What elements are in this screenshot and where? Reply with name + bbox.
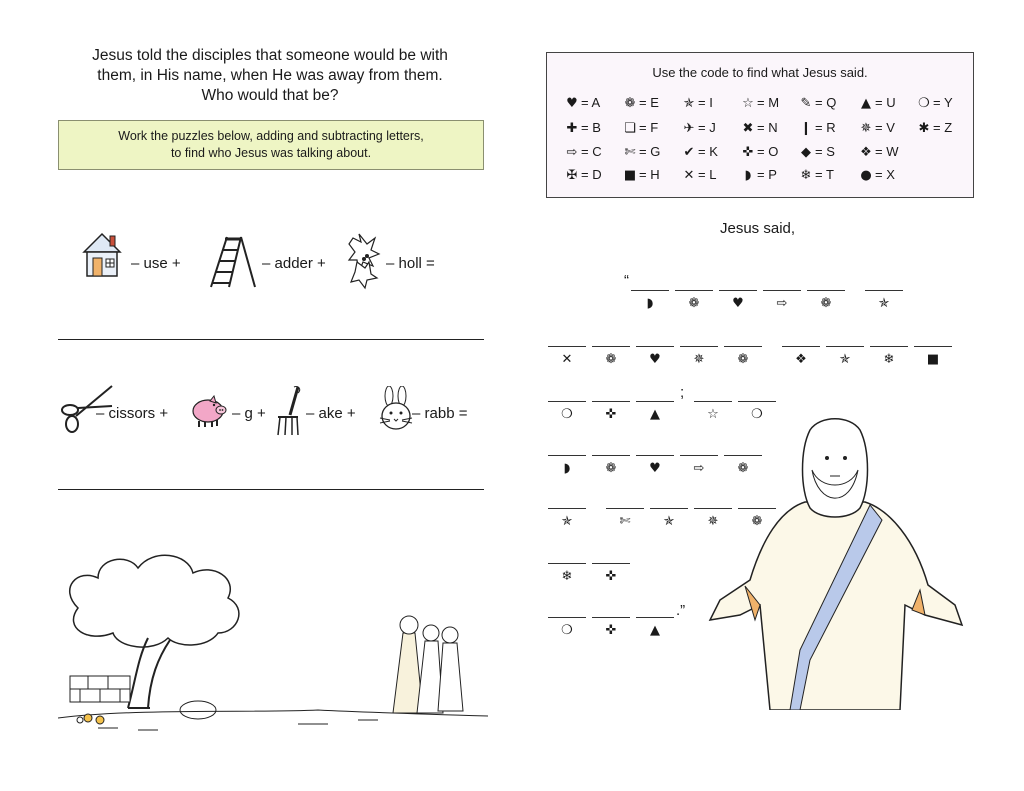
open-quote: “ [624,272,629,289]
letter-blank[interactable] [592,401,630,427]
code-letter: = X [875,167,895,182]
code-key-entry [915,95,953,111]
cipher-symbol: ✄ [619,514,631,529]
code-key-entry [739,144,778,160]
cipher-symbol: ❄ [561,569,573,584]
code-symbol: ✵ [860,121,872,136]
cipher-symbol: ◗ [563,461,571,476]
code-key-entry [621,120,658,136]
house-icon [80,230,124,278]
code-symbol: ✎ [800,96,812,111]
cipher-symbol: ❁ [737,461,749,476]
code-symbol: ❖ [860,145,872,160]
code-symbol: ▲ [861,96,871,111]
cipher-symbol: ✵ [707,514,719,529]
cipher-symbol: ❍ [561,407,573,422]
code-letter: = T [815,167,834,182]
ladder-icon [205,233,259,289]
cipher-symbol: ✵ [693,352,705,367]
cipher-symbol: ■ [926,352,940,367]
cipher-symbol: ✜ [605,407,617,422]
puzzle2-op-3: – ake + [306,405,356,422]
code-letter: = F [639,120,659,135]
letter-blank[interactable] [548,346,586,372]
code-letter: = J [698,120,716,135]
close-quote: .” [676,602,686,619]
cipher-symbol: ✯ [561,514,573,529]
code-letter: = Y [933,95,953,110]
code-key-entry [680,144,718,160]
code-key-entry [680,120,716,136]
code-letter: = P [757,167,777,182]
rabbit-icon [378,386,414,434]
landscape-illustration [58,548,492,738]
intro-question: Jesus told the disciples that someone would be with them, in His name, when He was away from them. Who would that be? [92,47,448,104]
code-symbol: ✚ [566,121,578,136]
code-key-entry [563,167,602,183]
pig-icon [190,395,230,429]
code-symbol: ✜ [742,145,754,160]
code-symbol: ✕ [683,168,695,183]
code-key-entry [563,120,601,136]
cipher-symbol: ❁ [605,461,617,476]
cipher-symbol: ❍ [561,623,573,638]
puzzle2-op-4: – rabb = [412,405,468,422]
code-key-entry [797,144,835,160]
code-symbol: ● [860,168,872,183]
code-symbol: ❏ [624,121,636,136]
letter-blank[interactable] [592,346,630,372]
code-letter: = N [757,120,778,135]
cipher-symbol: ❁ [688,296,700,311]
code-key-entry [563,95,600,111]
letter-blank[interactable] [807,290,845,316]
code-key-entry [857,167,895,183]
cipher-symbol: ✜ [605,623,617,638]
code-letter: = H [639,167,660,182]
code-symbol: ⇨ [566,145,578,160]
code-key-entry [857,95,896,111]
code-letter: = K [698,144,718,159]
code-key-entry [915,120,952,136]
code-letter: = A [581,95,601,110]
letter-blank[interactable] [826,346,864,372]
code-symbol: ❙ [800,121,812,136]
cipher-symbol: ❍ [751,407,763,422]
puzzle2-op-1: – cissors + [96,405,169,422]
code-symbol: ✠ [566,168,578,183]
cipher-symbol: ⇨ [693,461,705,476]
letter-blank[interactable] [650,508,688,534]
instructions-box: Work the puzzles below, adding and subtracting letters, to find who Jesus was talking about. [58,120,484,170]
letter-blank[interactable] [636,346,674,372]
code-symbol: ❄ [800,168,812,183]
code-letter: = U [875,95,896,110]
rake-icon [274,385,302,437]
code-key-entry [680,95,713,111]
cipher-symbol: ♥ [649,461,661,476]
code-key-title: Use the code to find what Jesus said. [652,65,868,80]
code-symbol: ✯ [683,96,695,111]
letter-blank[interactable] [548,401,586,427]
letter-blank[interactable] [914,346,952,372]
letter-blank[interactable] [592,563,630,589]
code-symbol: ◆ [801,145,811,160]
code-symbol: ❁ [624,96,636,111]
code-symbol: ■ [623,168,637,183]
cipher-symbol: ⇨ [776,296,788,311]
code-letter: = E [639,95,659,110]
code-letter: = L [698,167,717,182]
letter-blank[interactable] [548,455,586,481]
code-letter: = I [698,95,713,110]
puzzle1-op-3: – holl = [386,255,435,272]
code-letter: = C [581,144,602,159]
cipher-symbol: ❄ [883,352,895,367]
letter-blank[interactable] [865,290,903,316]
code-symbol: ❍ [918,96,930,111]
letter-blank[interactable] [548,563,586,589]
code-letter: = O [757,144,779,159]
code-letter: = Z [933,120,953,135]
cipher-symbol: ❁ [751,514,763,529]
cipher-symbol: ♥ [649,352,661,367]
code-symbol: ✖ [742,121,754,136]
cipher-symbol: ✯ [663,514,675,529]
jesus-illustration [700,410,976,710]
letter-blank[interactable] [724,346,762,372]
letter-blank[interactable] [763,290,801,316]
code-key-entry [739,167,777,183]
cipher-symbol: ❁ [737,352,749,367]
cipher-symbol: ❁ [820,296,832,311]
code-key-entry [621,167,660,183]
code-letter: = R [815,120,836,135]
code-symbol: ☆ [742,96,754,111]
holly-icon [347,232,381,290]
letter-blank[interactable] [592,455,630,481]
code-letter: = Q [815,95,837,110]
letter-blank[interactable] [719,290,757,316]
code-letter: = D [581,167,602,182]
code-key-entry [739,95,779,111]
code-symbol: ✄ [624,145,636,160]
puzzle2-op-2: – g + [232,405,266,422]
letter-blank[interactable] [631,290,669,316]
code-symbol: ♥ [566,96,578,111]
code-key-entry [857,144,898,160]
letter-blank[interactable] [606,508,644,534]
code-key-entry [797,167,834,183]
cipher-symbol: ▲ [650,407,660,422]
letter-blank[interactable] [680,346,718,372]
code-letter: = G [639,144,661,159]
code-symbol: ✱ [918,121,930,136]
letter-blank[interactable] [675,290,713,316]
code-key-entry [857,120,895,136]
letter-blank[interactable] [870,346,908,372]
answer-line-2 [58,489,484,490]
semicolon: ; [680,384,685,401]
cipher-symbol: ✯ [839,352,851,367]
answer-line-1 [58,339,484,340]
code-symbol: ✔ [683,145,695,160]
letter-blank[interactable] [636,617,674,643]
code-symbol: ◗ [744,168,752,183]
code-letter: = B [581,120,601,135]
code-key-entry [680,167,716,183]
code-symbol: ✈ [683,121,695,136]
puzzle1-op-2: – adder + [262,255,326,272]
letter-blank[interactable] [592,617,630,643]
code-key-entry [739,120,778,136]
letter-blank[interactable] [782,346,820,372]
cipher-symbol: ♥ [732,296,744,311]
cipher-symbol: ✯ [878,296,890,311]
cipher-symbol: ◗ [646,296,654,311]
code-key-entry [797,120,836,136]
code-letter: = M [757,95,780,110]
code-key-entry [563,144,602,160]
jesus-said-heading: Jesus said, [720,220,796,237]
cipher-symbol: ☆ [707,407,719,422]
code-letter: = V [875,120,895,135]
code-key-entry [621,144,660,160]
code-letter: = S [815,144,835,159]
puzzle1-op-1: – use + [131,255,181,272]
letter-blank[interactable] [548,617,586,643]
letter-blank[interactable] [548,508,586,534]
letter-blank[interactable] [636,455,674,481]
cipher-symbol: ❁ [605,352,617,367]
code-key-entry [797,95,836,111]
letter-blank[interactable] [636,401,674,427]
cipher-symbol: ✕ [561,352,573,367]
code-letter: = W [875,144,899,159]
cipher-symbol: ✜ [605,569,617,584]
cipher-symbol: ❖ [795,352,807,367]
cipher-symbol: ▲ [650,623,660,638]
code-key-entry [621,95,659,111]
